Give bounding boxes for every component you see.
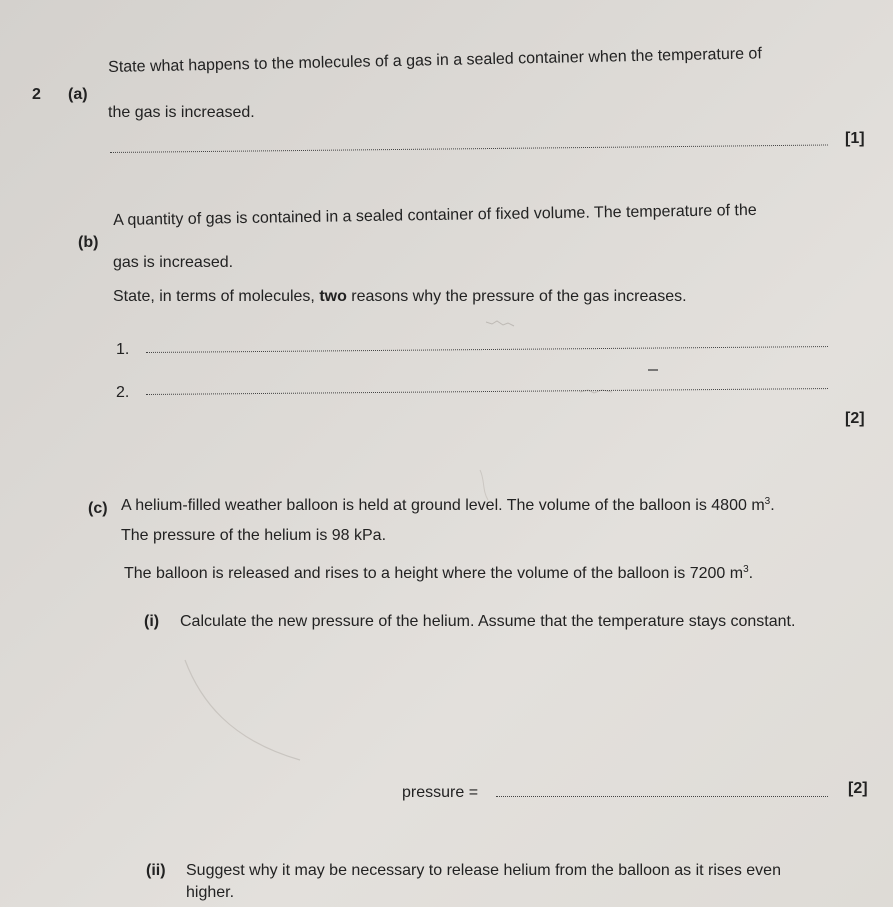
question-number: 2 [32,86,41,103]
part-b-line1: A quantity of gas is contained in a sealed container of fixed volume. The temperature of the [113,201,757,229]
pressure-answer-label: pressure = [402,784,479,801]
part-c-i-text: Calculate the new pressure of the helium. Assume that the temperature stays constant. [180,613,796,630]
part-b-prompt-emphasis: two [319,288,347,305]
part-a-marks: [1] [845,130,865,147]
part-b-prompt [113,287,687,306]
part-c-i-marks: [2] [848,780,868,797]
part-a-label: (a) [68,86,88,103]
part-b-answer2-label: 2. [116,384,130,401]
part-c-volume1: 4800 m [711,497,765,514]
part-c-label: (c) [88,500,108,517]
part-c-i-label: (i) [144,613,160,630]
part-c-line3-end: . [748,565,754,582]
part-a-line2: the gas is increased. [108,104,255,121]
part-b-prompt-post: reasons why the pressure of the gas increases. [346,288,687,305]
part-c-ii-line2: higher. [186,884,235,901]
part-c-line1-text: A helium-filled weather balloon is held at ground level. The volume of the balloon is [121,497,712,514]
pressure-answer-line[interactable] [496,796,828,797]
part-c-line1-end: . [770,497,775,514]
part-c-ii-line1: Suggest why it may be necessary to release helium from the balloon as it rises even [186,862,781,879]
part-a-line1: State what happens to the molecules of a gas in a sealed container when the temperature of [108,45,762,76]
part-c-line2: The pressure of the helium is 98 kPa. [121,527,387,544]
part-c-volume1-exponent: 3 [764,496,771,507]
part-c-volume2: 7200 m [689,565,744,582]
part-c-line1 [121,496,775,515]
part-c-ii-label: (ii) [146,862,166,879]
part-c-line3-text: The balloon is released and rises to a height where the volume of the balloon is [124,565,690,582]
part-c-volume2-exponent: 3 [743,564,749,575]
part-b-label: (b) [78,234,99,251]
part-b-answer1-label: 1. [116,341,130,358]
part-b-line2: gas is increased. [113,254,234,271]
part-b-prompt-pre: State, in terms of molecules, [113,288,320,305]
part-b-marks: [2] [845,410,865,427]
part-c-line3 [124,564,753,583]
